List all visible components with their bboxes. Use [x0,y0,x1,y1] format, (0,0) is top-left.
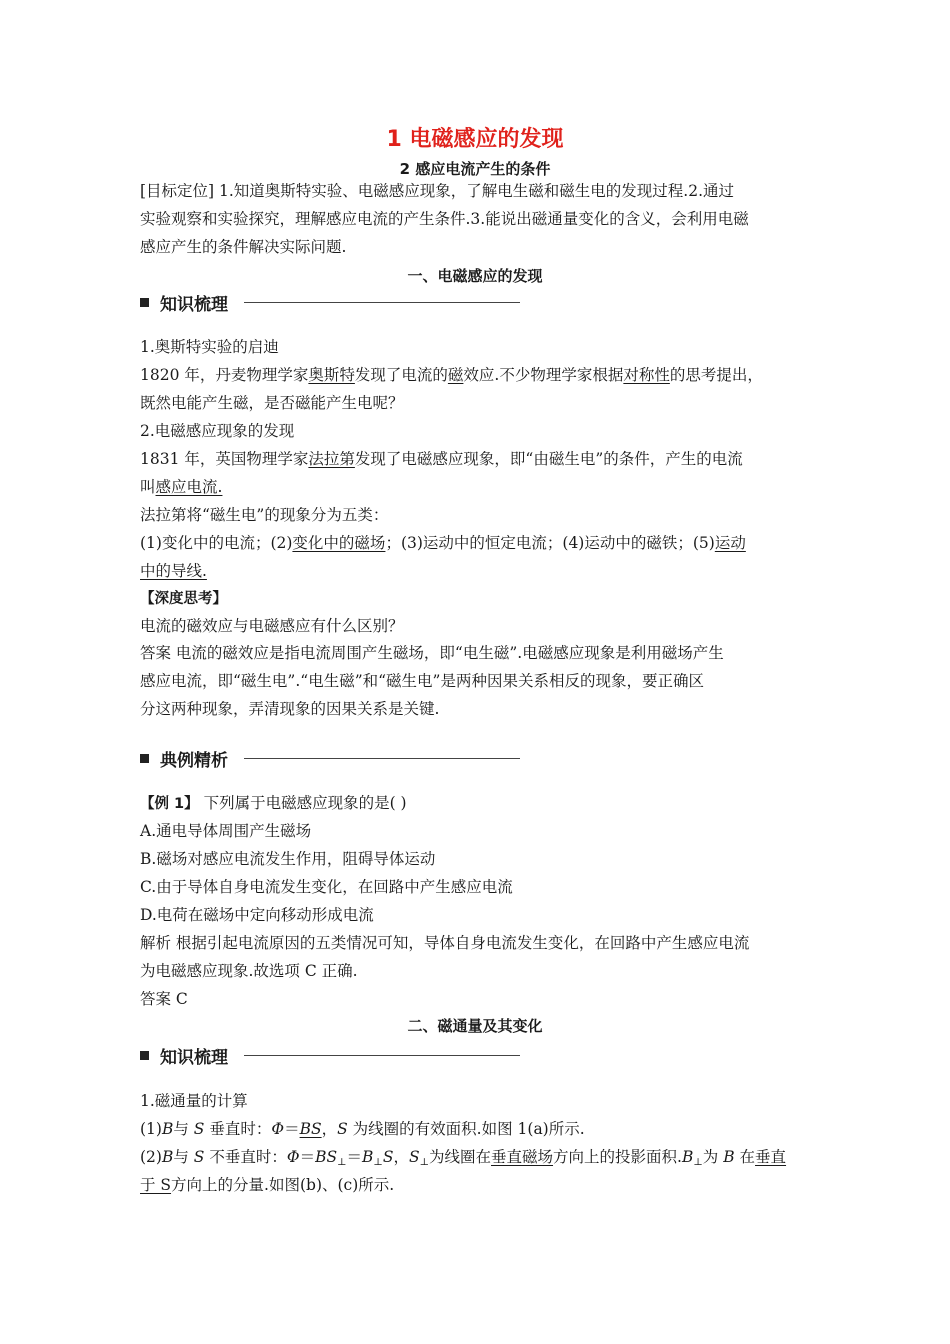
learning-goal-line-1: [目标定位] 1.知道奥斯特实验、电磁感应现象，了解电生磁和磁生电的发现过程.2.通过 [140,182,735,200]
answer-line-1: 答案 电流的磁效应是指电流周围产生磁场，即“电生磁”.电磁感应现象是利用磁场产生 [140,644,724,662]
paragraph-categories-line-2 [140,558,812,585]
paragraph-faraday-line-2: 叫感应电流. [140,478,223,496]
section-title-1: 一、电磁感应的发现 [407,267,543,285]
analysis-line-2: 为电磁感应现象.故选项 C 正确. [140,962,358,980]
deep-thinking-question: 电流的磁效应与电磁感应有什么区别？ [140,617,404,635]
fill-blank-changing-field: 变化中的磁场 [292,534,386,552]
option-c: C.由于导体自身电流发生变化，在回路中产生感应电流 [140,878,513,896]
section-title-2: 二、磁通量及其变化 [407,1017,543,1035]
fill-blank-oersted: 奥斯特 [308,366,355,384]
paragraph-oersted-line-2: 既然电能产生磁，是否磁能产生电呢？ [140,394,404,412]
heading-rule [244,302,520,303]
page-subtitle: 2 感应电流产生的条件 [399,160,551,178]
flux-case-oblique-line-1: (2)B与 S 不垂直时：$\Phi=BS_\perp=B_\perp S$，$S_\perp$为线圈在垂直磁场方向上的投影面积$.B_\perp$为 B 在垂直 [140,1148,787,1168]
example-answer: 答案 C [140,990,188,1008]
fill-blank-faraday: 法拉第 [308,450,355,468]
square-bullet-icon [140,298,149,307]
heading-rule [244,1055,520,1056]
fill-blank-moving-conductor-1: 运动 [714,534,746,552]
flux-case-perpendicular: (1)B与 S 垂直时：Φ＝BS，S 为线圈的有效面积.如图 1(a)所示. [140,1120,585,1138]
fill-blank-moving-conductor-2: 中的导线. [140,562,207,580]
heading-rule [244,758,520,759]
heading-examples [140,744,540,774]
flux-heading: 1.磁通量的计算 [140,1092,248,1110]
heading-knowledge-1 [140,288,540,318]
knowledge-heading-oersted: 1.奥斯特实验的启迪 [140,338,279,356]
heading-label: 知识梳理 [160,295,228,315]
fill-blank-perpendicular-1: 垂直 [755,1148,787,1166]
option-a: A.通电导体周围产生磁场 [140,822,312,840]
analysis-line-1: 解析 根据引起电流原因的五类情况可知，导体自身电流发生变化，在回路中产生感应电流 [140,934,750,952]
square-bullet-icon [140,1051,149,1060]
example-1-question: 【例 1】 下列属于电磁感应现象的是( ) [140,794,407,812]
fill-blank-perpendicular-2: 于 S [140,1176,172,1194]
deep-thinking-label: 【深度思考】 [140,591,227,607]
fill-blank-perpendicular-field: 垂直磁场 [491,1148,554,1166]
option-d: D.电荷在磁场中定向移动形成电流 [140,906,374,924]
paragraph-five-categories: 法拉第将“磁生电”的现象分为五类： [140,506,389,524]
learning-goal-line-2: 实验观察和实验探究，理解感应电流的产生条件.3.能说出磁通量变化的含义，会利用电磁 [140,210,749,228]
paragraph-categories-line-1: (1)变化中的电流；(2)变化中的磁场；(3)运动中的恒定电流；(4)运动中的磁铁；(5)运动 [140,534,746,552]
fill-blank-magnetic: 磁 [447,366,464,384]
option-b: B.磁场对感应电流发生作用，阻碍导体运动 [140,850,436,868]
learning-goal-line-3: 感应产生的条件解决实际问题. [140,238,347,256]
fill-blank-bs: BS [299,1120,322,1138]
page-title: 1 电磁感应的发现 [386,127,564,152]
paragraph-oersted-line-1: 1820 年，丹麦物理学家奥斯特发现了电流的磁效应.不少物理学家根据对称性的思考提出， [140,366,763,384]
knowledge-heading-discovery: 2.电磁感应现象的发现 [140,422,295,440]
square-bullet-icon [140,754,149,763]
flux-case-oblique-line-2: 于 S方向上的分量.如图(b)、(c)所示. [140,1176,395,1194]
heading-knowledge-2 [140,1041,540,1071]
heading-label: 典例精析 [160,751,228,771]
fill-blank-induced-current: 感应电流. [155,478,223,496]
answer-line-3: 分这两种现象，弄清现象的因果关系是关键. [140,700,440,718]
paragraph-faraday-line-1: 1831 年，英国物理学家法拉第发现了电磁感应现象，即“由磁生电”的条件，产生的电流 [140,450,743,468]
heading-label: 知识梳理 [160,1048,228,1068]
fill-blank-symmetry: 对称性 [623,366,670,384]
answer-line-2: 感应电流，即“磁生电”.“电生磁”和“磁生电”是两种因果关系相反的现象，要正确区 [140,672,704,690]
example-label: 【例 1】 [140,796,199,812]
